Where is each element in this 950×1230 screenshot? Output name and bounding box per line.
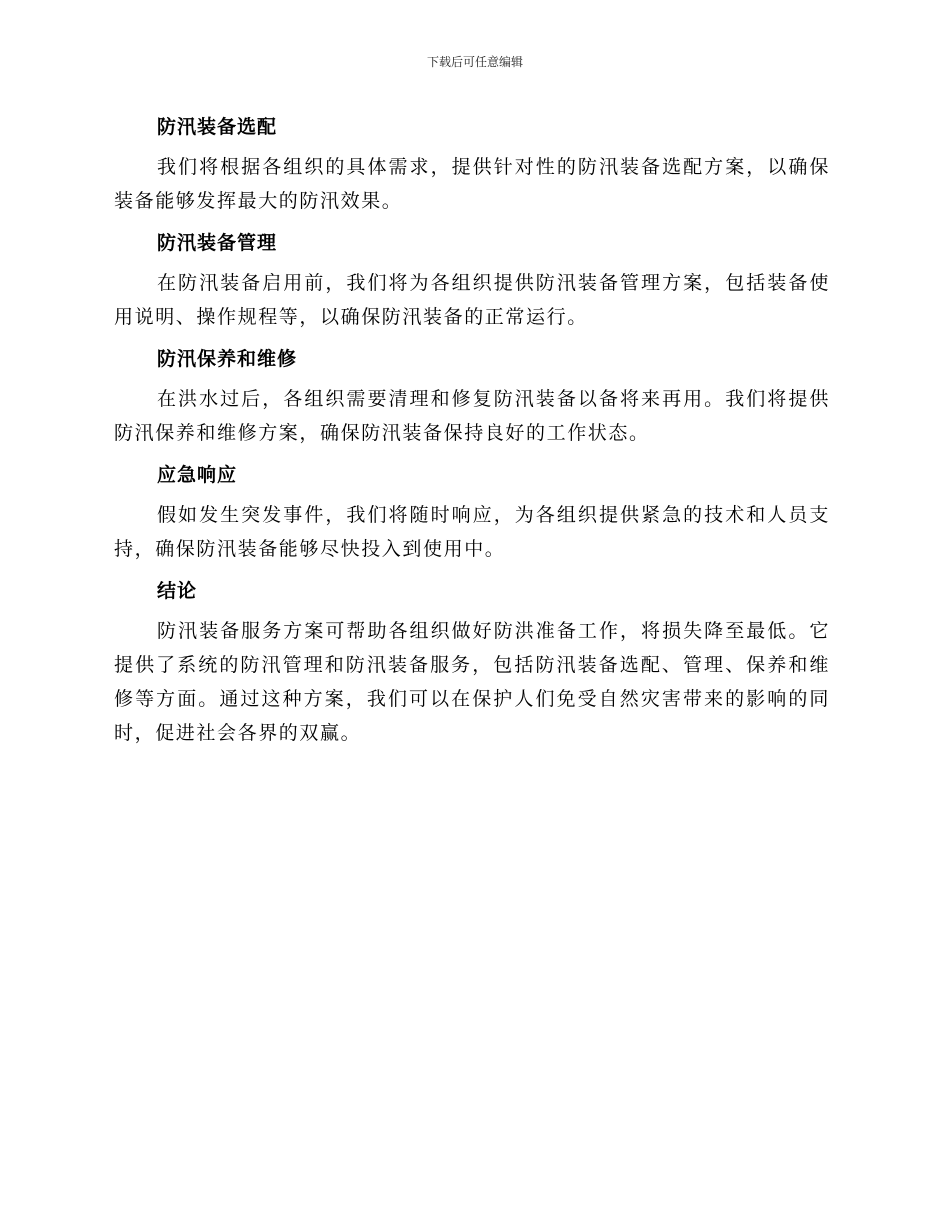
section-conclusion — [114, 575, 830, 750]
section-equipment-selection — [114, 111, 830, 218]
section-heading: 应急响应 — [157, 464, 238, 486]
section-heading: 防汛装备管理 — [157, 232, 278, 254]
section-paragraph: 假如发生突发事件，我们将随时响应，为各组织提供紧急的技术和人员支持，确保防汛装备能够尽快投入到使用中。 — [114, 504, 830, 560]
page-header: 下载后可任意编辑 — [426, 55, 523, 69]
section-paragraph: 我们将根据各组织的具体需求，提供针对性的防汛装备选配方案，以确保装备能够发挥最大的防汛效果。 — [114, 156, 830, 212]
document-content — [114, 111, 830, 759]
section-paragraph: 防汛装备服务方案可帮助各组织做好防洪准备工作，将损失降至最低。它提供了系统的防汛管理和防汛装备服务，包括防汛装备选配、管理、保养和维修等方面。通过这种方案，我们可以在保护人们免受自然灾害带来的影响的同时，促进社会各界的双赢。 — [114, 620, 830, 744]
section-emergency-response — [114, 459, 830, 566]
section-heading: 结论 — [157, 580, 198, 602]
section-heading: 防汛保养和维修 — [157, 348, 298, 370]
section-equipment-management — [114, 227, 830, 334]
section-maintenance-repair — [114, 343, 830, 450]
section-paragraph: 在防汛装备启用前，我们将为各组织提供防汛装备管理方案，包括装备使用说明、操作规程等，以确保防汛装备的正常运行。 — [114, 272, 830, 328]
section-heading: 防汛装备选配 — [157, 116, 278, 138]
section-paragraph: 在洪水过后，各组织需要清理和修复防汛装备以备将来再用。我们将提供防汛保养和维修方案，确保防汛装备保持良好的工作状态。 — [114, 388, 830, 444]
